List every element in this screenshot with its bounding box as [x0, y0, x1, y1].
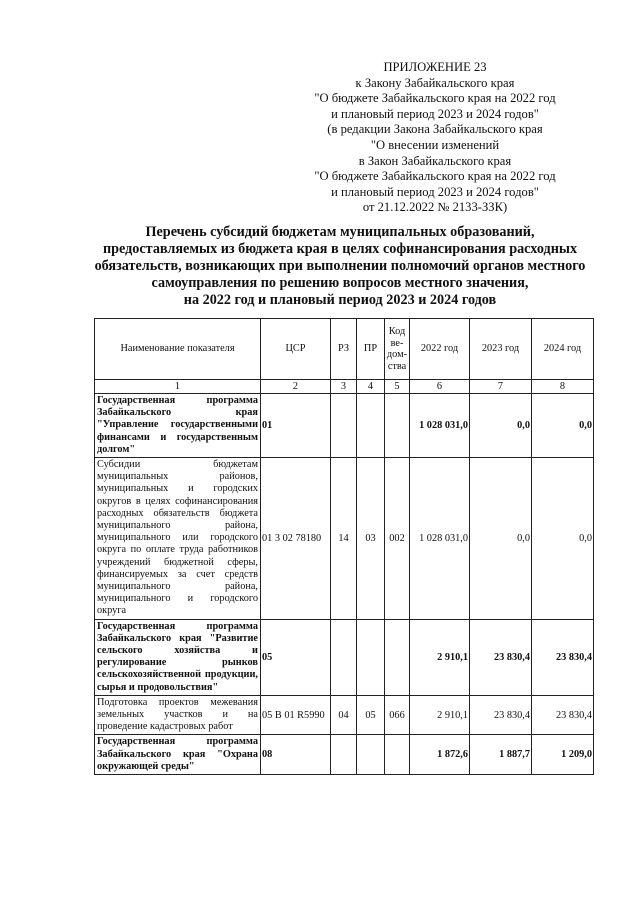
row-2024: 1 209,0	[532, 735, 594, 775]
header-cell-rz: РЗ	[331, 319, 357, 380]
row-name: Государственная программа Забайкальского края "Охрана окружающей среды"	[95, 735, 261, 775]
row-pr	[357, 619, 385, 695]
table-header-row	[95, 319, 594, 380]
row-name: Подготовка проектов межевания земельных участков и на проведение кадастровых работ	[95, 695, 261, 735]
appendix-line: в Закон Забайкальского края	[358, 153, 512, 168]
column-number: 5	[385, 380, 410, 394]
row-csr: 01 3 02 78180	[261, 458, 331, 620]
row-ved	[385, 735, 410, 775]
row-2024: 23 830,4	[532, 695, 594, 735]
row-rz: 04	[331, 695, 357, 735]
header-cell-ved: Код ве-дом-ства	[385, 319, 410, 380]
row-2023: 23 830,4	[470, 695, 532, 735]
row-ved	[385, 619, 410, 695]
row-name: Субсидии бюджетам муниципальных районов, муниципальных и городских округов в целях софинансирования расходных обязательств бюджета муниципального района, муниципального или городского округа по оплате труда работников учреждений бюджетной сферы, финансируемых за счет средств муниципального района, муниципального и городского округа	[95, 458, 261, 620]
row-2024: 0,0	[532, 394, 594, 458]
row-2022: 1 872,6	[410, 735, 470, 775]
header-cell-name: Наименование показателя	[95, 319, 261, 380]
title-line: самоуправления по решению вопросов местного значения,	[151, 275, 529, 291]
column-number: 2	[261, 380, 331, 394]
title-line: предоставляемых из бюджета края в целях софинансирования расходных	[102, 241, 578, 257]
row-ved	[385, 394, 410, 458]
header-cell-pr: ПР	[357, 319, 385, 380]
column-number: 1	[95, 380, 261, 394]
row-rz	[331, 735, 357, 775]
table-row	[95, 394, 594, 458]
row-pr: 05	[357, 695, 385, 735]
header-cell-2023: 2023 год	[470, 319, 532, 380]
row-csr: 08	[261, 735, 331, 775]
appendix-line: (в редакции Закона Забайкальского края	[327, 122, 543, 137]
row-ved: 002	[385, 458, 410, 620]
row-2024: 23 830,4	[532, 619, 594, 695]
header-cell-csr: ЦСР	[261, 319, 331, 380]
title-line: Перечень субсидий бюджетам муниципальных образований,	[145, 224, 535, 240]
table-row	[95, 695, 594, 735]
appendix-line: ПРИЛОЖЕНИЕ 23	[383, 60, 487, 74]
appendix-line: к Закону Забайкальского края	[355, 75, 515, 90]
row-rz	[331, 619, 357, 695]
title-line: на 2022 год и плановый период 2023 и 2024 годов	[183, 292, 497, 308]
row-2024: 0,0	[532, 458, 594, 620]
row-pr	[357, 394, 385, 458]
row-pr	[357, 735, 385, 775]
row-rz	[331, 394, 357, 458]
appendix-block	[280, 60, 590, 216]
row-2023: 1 887,7	[470, 735, 532, 775]
header-cell-2022: 2022 год	[410, 319, 470, 380]
row-csr: 05 В 01 R5990	[261, 695, 331, 735]
row-2022: 2 910,1	[410, 619, 470, 695]
row-ved: 066	[385, 695, 410, 735]
table-row	[95, 458, 594, 620]
row-2022: 1 028 031,0	[410, 458, 470, 620]
header-cell-2024: 2024 год	[532, 319, 594, 380]
appendix-line: и плановый период 2023 и 2024 годов"	[331, 184, 539, 199]
appendix-line: "О бюджете Забайкальского края на 2022 год	[314, 169, 556, 184]
row-pr: 03	[357, 458, 385, 620]
table-row	[95, 619, 594, 695]
row-2023: 0,0	[470, 394, 532, 458]
row-rz: 14	[331, 458, 357, 620]
column-number: 7	[470, 380, 532, 394]
row-2023: 23 830,4	[470, 619, 532, 695]
row-2023: 0,0	[470, 458, 532, 620]
appendix-line: от 21.12.2022 № 2133-ЗЗК)	[362, 200, 508, 215]
table-row	[95, 735, 594, 775]
column-number: 3	[331, 380, 357, 394]
subsidy-table	[94, 318, 594, 775]
row-2022: 2 910,1	[410, 695, 470, 735]
row-csr: 01	[261, 394, 331, 458]
title-line: обязательств, возникающих при выполнении полномочий органов местного	[94, 258, 586, 274]
column-number: 4	[357, 380, 385, 394]
row-2022: 1 028 031,0	[410, 394, 470, 458]
column-number: 6	[410, 380, 470, 394]
appendix-line: и плановый период 2023 и 2024 годов"	[331, 106, 539, 121]
document-title	[60, 224, 620, 309]
row-name: Государственная программа Забайкальского края "Управление государственными финансами и государственным долгом"	[95, 394, 261, 458]
column-number: 8	[532, 380, 594, 394]
appendix-line: "О бюджете Забайкальского края на 2022 год	[314, 91, 556, 106]
column-number-row	[95, 380, 594, 394]
row-name: Государственная программа Забайкальского края "Развитие сельского хозяйства и регулирование рынков сельскохозяйственной продукции, сырья и продовольствия"	[95, 619, 261, 695]
row-csr: 05	[261, 619, 331, 695]
appendix-line: "О внесении изменений	[370, 137, 500, 152]
